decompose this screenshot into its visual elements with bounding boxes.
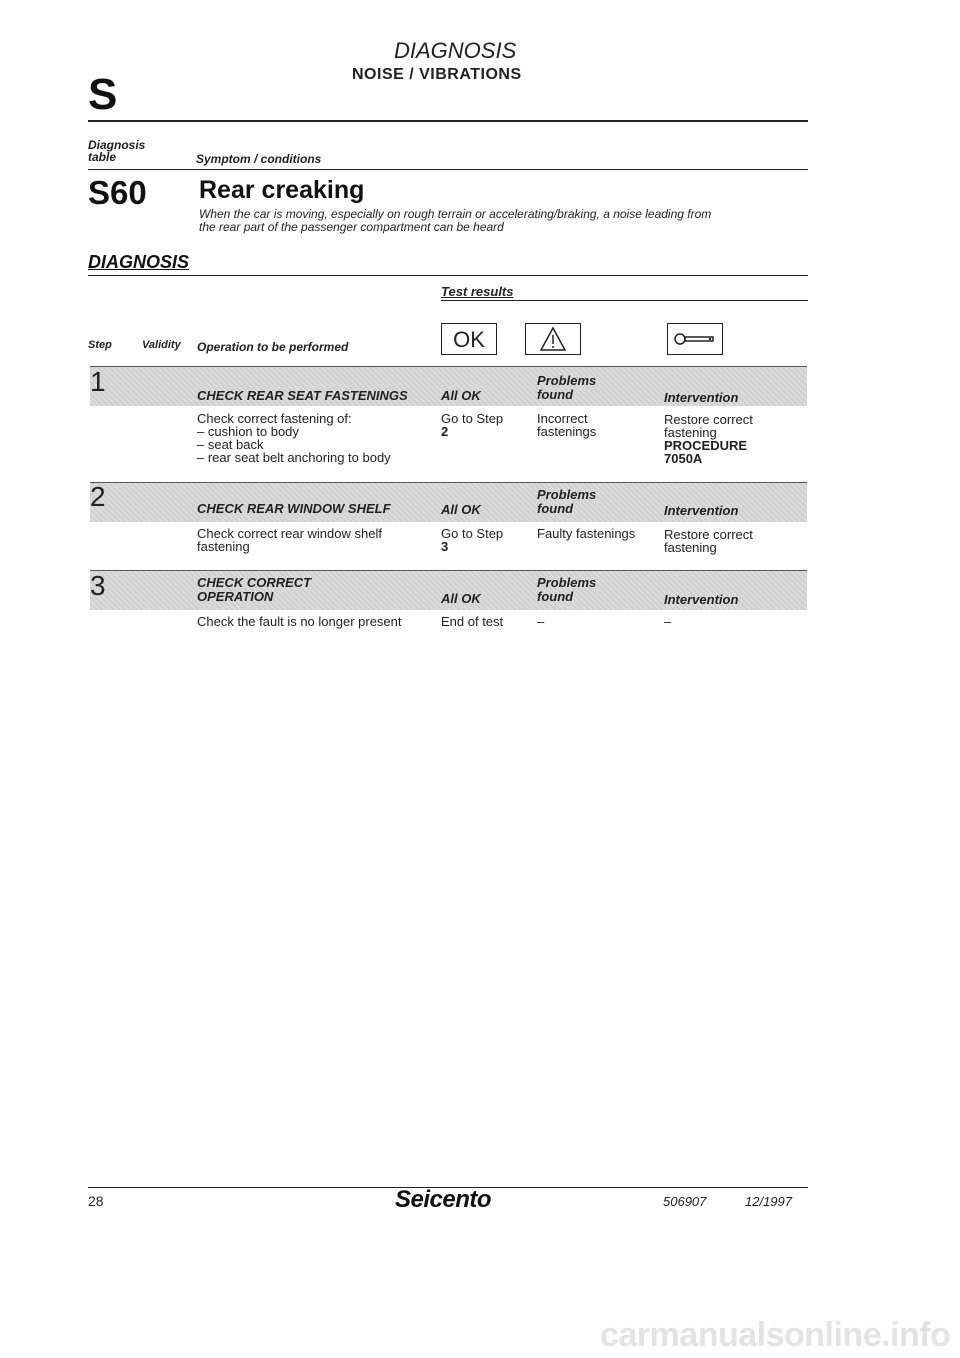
step-2-problem: Faulty fastenings (537, 526, 636, 541)
step-3-rule (90, 570, 807, 571)
step-1-rule (90, 366, 807, 367)
table-header-rule (88, 169, 808, 170)
symptom-conditions-label: Symptom / conditions (196, 152, 322, 166)
section-letter: S (88, 70, 118, 119)
header-rule (88, 120, 808, 122)
column-validity: Validity (142, 339, 181, 351)
column-operation: Operation to be performed (197, 340, 349, 354)
watermark: carmanualsonline.info (600, 1316, 951, 1354)
page-number: 28 (88, 1193, 104, 1209)
step-1-problems-found: Problems found (537, 373, 597, 402)
step-2-number: 2 (90, 481, 106, 512)
step-3-all-ok: All OK (441, 591, 481, 606)
page-title: DIAGNOSIS (394, 38, 517, 63)
step-1-operation: Check correct fastening of: – cushion to body – seat back – rear seat belt anchoring to body (197, 411, 391, 465)
step-3-problem: – (537, 614, 545, 629)
diagnosis-rule (88, 275, 808, 276)
step-1-problem: Incorrect fastenings (537, 411, 597, 439)
wrench-icon (667, 323, 723, 355)
step-2-operation: Check correct rear window shelf fastening (197, 526, 382, 554)
diagnosis-table-label: Diagnosis table (88, 138, 146, 164)
step-3-ok-result: End of test (441, 614, 504, 629)
brand-logo: Seicento (395, 1186, 492, 1213)
column-step: Step (88, 339, 112, 351)
step-1-title: CHECK REAR SEAT FASTENINGS (197, 388, 408, 403)
step-1-intervention-text: Restore correct fastening PROCEDURE 7050A (664, 412, 753, 466)
symptom-code: S60 (88, 174, 147, 211)
step-3-intervention: Intervention (664, 592, 739, 607)
step-3-intervention-text: – (664, 614, 672, 629)
step-2-ok-result: Go to Step 3 (441, 526, 504, 554)
step-2-intervention: Intervention (664, 503, 739, 518)
step-2-all-ok: All OK (441, 502, 481, 517)
doc-code: 506907 (663, 1194, 707, 1209)
test-results-rule (441, 300, 808, 301)
step-2-title: CHECK REAR WINDOW SHELF (197, 501, 391, 516)
step-1-intervention: Intervention (664, 390, 739, 405)
ok-icon: OK (441, 323, 497, 355)
step-2-rule (90, 482, 807, 483)
test-results-label: Test results (441, 284, 514, 299)
step-2-intervention-text: Restore correct fastening (664, 527, 753, 555)
step-1-number: 1 (90, 366, 106, 397)
step-2-problems-found: Problems found (537, 487, 597, 516)
warning-icon (525, 323, 581, 355)
step-3-title: CHECK CORRECT OPERATION (197, 575, 312, 604)
symptom-description: When the car is moving, especially on rough terrain or accelerating/braking, a noise leading from the rear part of the passenger compartment can be heard (199, 207, 712, 234)
step-3-problems-found: Problems found (537, 575, 597, 604)
step-3-operation: Check the fault is no longer present (197, 614, 402, 629)
step-3-number: 3 (90, 570, 106, 601)
step-1-ok-result: Go to Step 2 (441, 411, 504, 439)
page-subtitle: NOISE / VIBRATIONS (352, 66, 522, 83)
doc-date: 12/1997 (745, 1194, 792, 1209)
step-1-all-ok: All OK (441, 388, 481, 403)
symptom-title: Rear creaking (199, 176, 365, 204)
diagnosis-heading: DIAGNOSIS (88, 252, 190, 272)
